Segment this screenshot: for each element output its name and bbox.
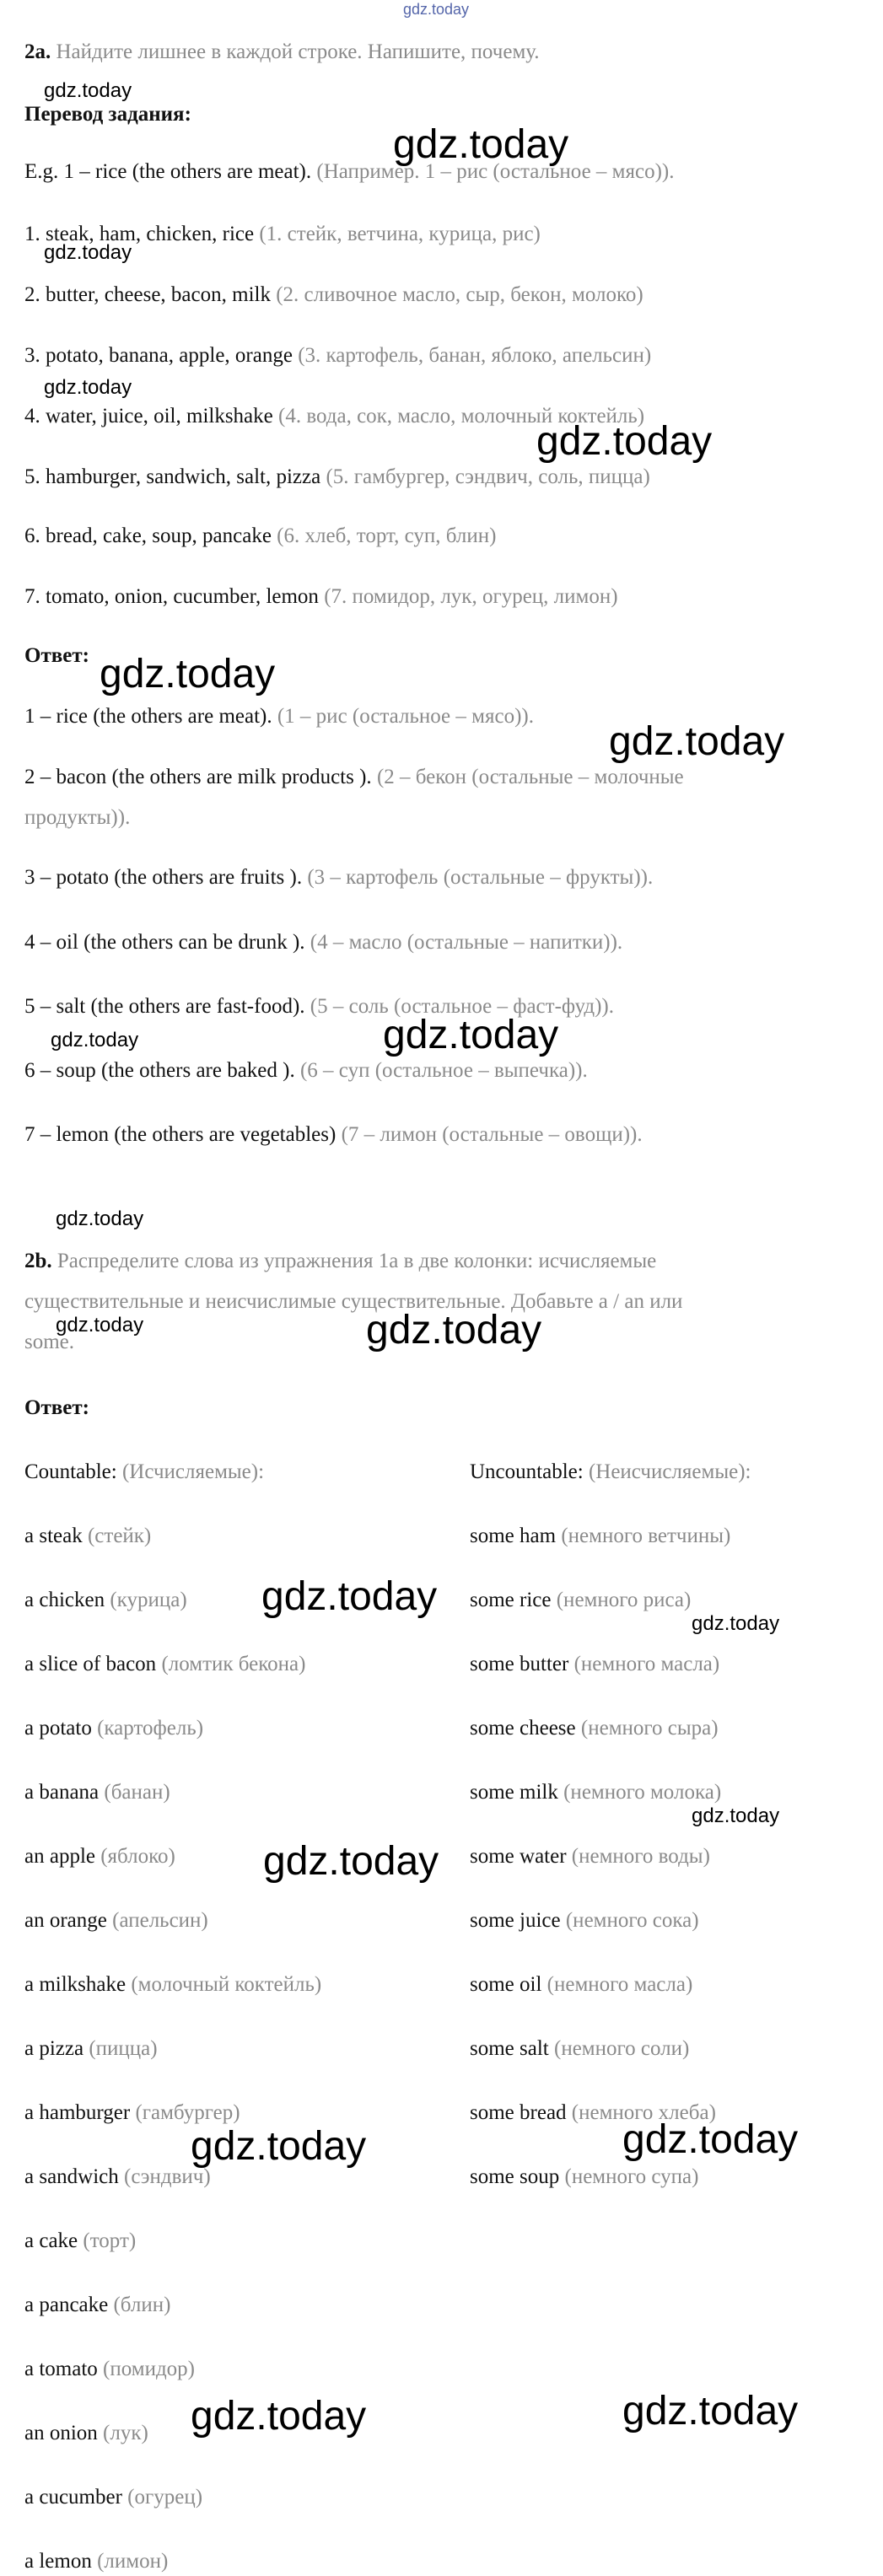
- uncountable-item: [470, 1523, 730, 1550]
- answer-line: [24, 1121, 643, 1148]
- watermark: gdz.today: [692, 1612, 780, 1635]
- item-en: some cheese: [470, 1717, 576, 1740]
- watermark: gdz.today: [383, 1013, 559, 1057]
- uncountable-item: [470, 1715, 719, 1742]
- item-en: 4. water, juice, oil, milkshake: [24, 405, 273, 428]
- item-ru: (курица): [110, 1589, 187, 1611]
- header-en: Uncountable:: [470, 1460, 584, 1483]
- example-line: [24, 159, 674, 186]
- item-line: [24, 464, 650, 491]
- watermark: gdz.today: [536, 419, 713, 464]
- task-instruction-line2: существительные и неисчислимые существительные. Добавьте a / an или: [24, 1290, 683, 1313]
- item-line: [24, 583, 618, 610]
- item-line: [24, 282, 643, 309]
- countable-item: [24, 2036, 158, 2062]
- item-ru: (немного масла): [573, 1653, 720, 1675]
- item-en: some water: [470, 1845, 567, 1868]
- answer-ru: (5 – соль (остальное – фаст-фуд)).: [310, 995, 615, 1018]
- countable-item: [24, 1715, 203, 1742]
- watermark: gdz.today: [692, 1804, 780, 1827]
- item-ru: (немного сока): [565, 1909, 699, 1932]
- answer-ru: (2 – бекон (остальные – молочные: [376, 766, 684, 788]
- task-instruction: Найдите лишнее в каждой строке. Напишите, почему.: [56, 40, 540, 63]
- item-ru: (5. гамбургер, сэндвич, соль, пицца): [326, 465, 650, 488]
- item-en: some oil: [470, 1973, 542, 1996]
- answer-en: 7 – lemon (the others are vegetables): [24, 1123, 337, 1146]
- example-en: E.g. 1 – rice (the others are meat).: [24, 160, 312, 183]
- countable-item: [24, 2292, 170, 2319]
- item-ru: (картофель): [97, 1717, 204, 1740]
- countable-item: [24, 1843, 175, 1870]
- item-ru: (помидор): [103, 2358, 196, 2380]
- item-ru: (немного хлеба): [571, 2101, 716, 2124]
- item-en: a pizza: [24, 2037, 84, 2060]
- item-ru: (апельсин): [112, 1909, 208, 1932]
- item-en: an orange: [24, 1909, 107, 1932]
- task-number: 2a.: [24, 40, 51, 63]
- item-en: an onion: [24, 2422, 98, 2444]
- watermark: gdz.today: [622, 2117, 799, 2162]
- answer-ru: (6 – суп (остальное – выпечка)).: [299, 1059, 588, 1082]
- answer-line: [24, 1057, 588, 1084]
- header-ru: (Исчисляемые):: [121, 1460, 265, 1483]
- uncountable-item: [470, 1843, 710, 1870]
- item-en: a cake: [24, 2229, 78, 2252]
- item-ru: (банан): [104, 1781, 170, 1804]
- countable-item: [24, 1907, 208, 1934]
- countable-item: [24, 2548, 168, 2575]
- header-en: Countable:: [24, 1460, 117, 1483]
- item-ru: (яблоко): [100, 1845, 175, 1868]
- item-ru: (немного воды): [571, 1845, 710, 1868]
- countable-item: [24, 2356, 195, 2383]
- watermark: gdz.today: [263, 1839, 439, 1884]
- watermark: gdz.today: [366, 1308, 542, 1353]
- answer-line: [24, 764, 684, 791]
- item-en: some juice: [470, 1909, 561, 1932]
- answer-line: [24, 703, 534, 730]
- countable-item: [24, 1971, 321, 1998]
- item-ru: (лук): [103, 2422, 148, 2444]
- countable-item: [24, 2420, 148, 2447]
- answer-ru: (3 – картофель (остальные – фрукты)).: [307, 866, 654, 889]
- watermark: gdz.today: [393, 122, 569, 167]
- countable-item: [24, 2228, 136, 2255]
- item-ru: (немного масла): [546, 1973, 693, 1996]
- watermark: gdz.today: [191, 2124, 367, 2169]
- item-en: some milk: [470, 1781, 558, 1804]
- item-en: 1. steak, ham, chicken, rice: [24, 223, 255, 245]
- task-2a-instruction: [24, 39, 540, 66]
- answer-en: 6 – soup (the others are baked ).: [24, 1059, 295, 1082]
- watermark: gdz.today: [44, 79, 132, 102]
- countable-item: [24, 2100, 240, 2127]
- countable-item: [24, 1779, 170, 1806]
- item-ru: (лимон): [97, 2550, 169, 2573]
- item-ru: (2. сливочное масло, сыр, бекон, молоко): [276, 283, 643, 306]
- item-ru: (немного супа): [564, 2165, 699, 2188]
- answer-ru: (7 – лимон (остальные – овощи)).: [341, 1123, 643, 1146]
- watermark: gdz.today: [44, 376, 132, 399]
- translation-heading: Перевод задания:: [24, 103, 191, 126]
- item-en: a pancake: [24, 2294, 109, 2316]
- item-en: a potato: [24, 1717, 92, 1740]
- item-en: some soup: [470, 2165, 560, 2188]
- item-en: 2. butter, cheese, bacon, milk: [24, 283, 271, 306]
- countable-item: [24, 2164, 211, 2191]
- answer-ru: (4 – масло (остальные – напитки)).: [310, 931, 623, 954]
- item-en: a milkshake: [24, 1973, 127, 1996]
- item-ru: (гамбургер): [135, 2101, 240, 2124]
- header-ru: (Неисчисляемые):: [588, 1460, 751, 1483]
- answer-en: 1 – rice (the others are meat).: [24, 705, 272, 728]
- item-en: a cucumber: [24, 2486, 122, 2509]
- item-en: a slice of bacon: [24, 1653, 157, 1675]
- item-ru: (4. вода, сок, масло, молочный коктейль): [278, 405, 645, 428]
- countable-item: [24, 1523, 151, 1550]
- watermark: gdz.today: [609, 719, 785, 764]
- item-ru: (сэндвич): [124, 2165, 211, 2188]
- uncountable-item: [470, 1587, 691, 1614]
- item-ru: (огурец): [127, 2486, 203, 2509]
- watermark: gdz.today: [622, 2389, 799, 2433]
- uncountable-item: [470, 2036, 689, 2062]
- task-instruction-line3: some.: [24, 1331, 75, 1353]
- watermark: gdz.today: [100, 652, 276, 696]
- task-2b-instruction: [24, 1248, 656, 1275]
- item-en: a chicken: [24, 1589, 105, 1611]
- item-en: 7. tomato, onion, cucumber, lemon: [24, 585, 319, 608]
- item-ru: (6. хлеб, торт, суп, блин): [277, 524, 497, 547]
- item-en: a lemon: [24, 2550, 92, 2573]
- task-instruction: Распределите слова из упражнения 1а в две колонки: исчисляемые: [57, 1250, 657, 1272]
- answer-line: [24, 864, 653, 891]
- item-ru: (немного молока): [563, 1781, 722, 1804]
- countable-item: [24, 1587, 187, 1614]
- watermark: gdz.today: [51, 1029, 139, 1051]
- item-ru: (немного риса): [556, 1589, 692, 1611]
- item-en: a banana: [24, 1781, 100, 1804]
- item-en: a tomato: [24, 2358, 98, 2380]
- item-ru: (торт): [83, 2229, 137, 2252]
- watermark: gdz.today: [191, 2394, 367, 2439]
- uncountable-header: [470, 1459, 751, 1486]
- item-en: some butter: [470, 1653, 569, 1675]
- item-ru: (блин): [113, 2294, 171, 2316]
- item-en: some rice: [470, 1589, 552, 1611]
- answer-line: [24, 929, 622, 956]
- answer-en: 3 – potato (the others are fruits ).: [24, 866, 303, 889]
- uncountable-item: [470, 1651, 719, 1678]
- answer-en: 2 – bacon (the others are milk products ).: [24, 766, 372, 788]
- item-en: a steak: [24, 1525, 83, 1547]
- task-number: 2b.: [24, 1250, 52, 1272]
- item-ru: (молочный коктейль): [131, 1973, 322, 1996]
- item-en: 6. bread, cake, soup, pancake: [24, 524, 272, 547]
- answer-heading: Ответ:: [24, 1396, 89, 1419]
- item-en: some bread: [470, 2101, 567, 2124]
- item-en: a hamburger: [24, 2101, 131, 2124]
- item-en: 5. hamburger, sandwich, salt, pizza: [24, 465, 321, 488]
- watermark: gdz.today: [56, 1207, 144, 1230]
- item-ru: (пицца): [89, 2037, 158, 2060]
- item-ru: (ломтик бекона): [161, 1653, 306, 1675]
- answer-ru-continuation: продукты)).: [24, 806, 131, 829]
- uncountable-item: [470, 2164, 698, 2191]
- answer-en: 5 – salt (the others are fast-food).: [24, 995, 305, 1018]
- watermark: gdz.today: [44, 241, 132, 264]
- item-ru: (7. помидор, лук, огурец, лимон): [324, 585, 618, 608]
- watermark: gdz.today: [56, 1314, 144, 1336]
- item-en: some salt: [470, 2037, 549, 2060]
- item-ru: (немного соли): [554, 2037, 690, 2060]
- watermark-top: gdz.today: [403, 1, 470, 18]
- item-ru: (1. стейк, ветчина, курица, рис): [259, 223, 541, 245]
- item-ru: (немного сыра): [580, 1717, 719, 1740]
- uncountable-item: [470, 1907, 699, 1934]
- countable-header: [24, 1459, 264, 1486]
- item-ru: (3. картофель, банан, яблоко, апельсин): [298, 344, 652, 367]
- answer-ru: (1 – рис (остальное – мясо)).: [277, 705, 534, 728]
- item-ru: (стейк): [87, 1525, 152, 1547]
- item-line: [24, 342, 651, 369]
- example-ru: (Например. 1 – рис (остальное – мясо)).: [316, 160, 675, 183]
- item-en: 3. potato, banana, apple, orange: [24, 344, 293, 367]
- uncountable-item: [470, 1971, 692, 1998]
- item-en: some ham: [470, 1525, 557, 1547]
- item-en: a sandwich: [24, 2165, 119, 2188]
- countable-item: [24, 2484, 202, 2511]
- answer-en: 4 – oil (the others can be drunk ).: [24, 931, 305, 954]
- watermark: gdz.today: [261, 1574, 438, 1619]
- uncountable-item: [470, 1779, 721, 1806]
- item-ru: (немного ветчины): [561, 1525, 731, 1547]
- item-line: [24, 523, 496, 550]
- countable-item: [24, 1651, 305, 1678]
- answer-heading: Ответ:: [24, 644, 89, 667]
- item-en: an apple: [24, 1845, 95, 1868]
